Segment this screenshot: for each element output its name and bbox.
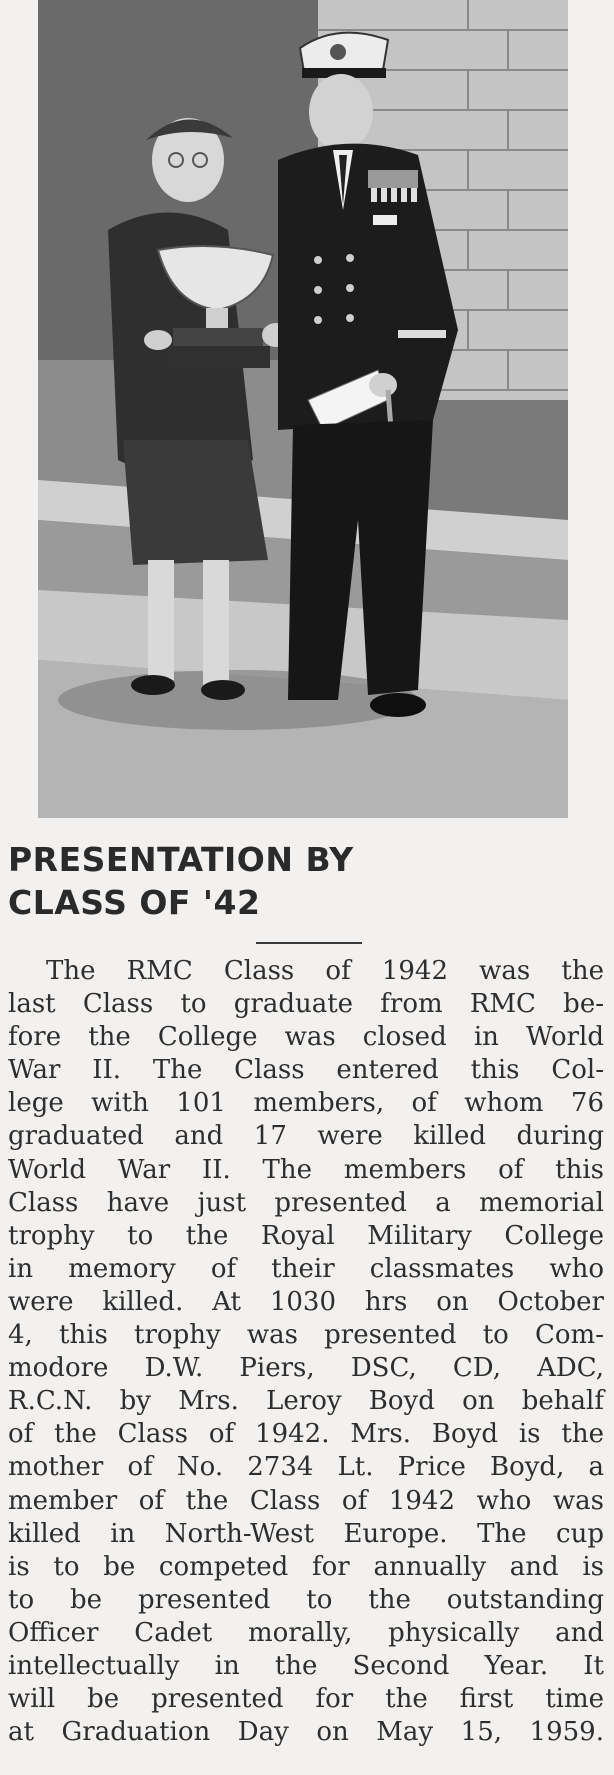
- body-line: will be presented for the first time: [8, 1684, 604, 1715]
- body-line: intellectually in the Second Year. It: [8, 1650, 604, 1681]
- article-body: [8, 955, 604, 1749]
- body-line: member of the Class of 1942 who was: [8, 1485, 604, 1516]
- body-line: in memory of their classmates who: [8, 1253, 604, 1284]
- body-line: War II. The Class entered this Col-: [8, 1055, 604, 1086]
- headline-line-1: PRESENTATION BY: [8, 840, 354, 879]
- body-line: mother of No. 2734 Lt. Price Boyd, a: [8, 1452, 604, 1483]
- article-headline: [8, 838, 428, 924]
- body-line: World War II. The members of this: [8, 1154, 604, 1185]
- body-line: last Class to graduate from RMC be-: [8, 989, 604, 1020]
- body-line: fore the College was closed in World: [8, 1022, 604, 1053]
- body-line: Class have just presented a memorial: [8, 1187, 604, 1218]
- body-line: modore D.W. Piers, DSC, CD, ADC,: [8, 1353, 604, 1384]
- body-line: of the Class of 1942. Mrs. Boyd is the: [8, 1419, 604, 1450]
- body-line: R.C.N. by Mrs. Leroy Boyd on behalf: [8, 1386, 604, 1417]
- body-line: trophy to the Royal Military College: [8, 1220, 604, 1251]
- body-line: graduated and 17 were killed during: [8, 1121, 604, 1152]
- body-line: is to be competed for annually and is: [8, 1551, 604, 1582]
- photograph: [38, 0, 568, 818]
- headline-line-2: CLASS OF '42: [8, 883, 261, 922]
- body-line: killed in North-West Europe. The cup: [8, 1518, 604, 1549]
- divider-rule: [256, 942, 362, 944]
- body-line: were killed. At 1030 hrs on October: [8, 1286, 604, 1317]
- body-line: at Graduation Day on May 15, 1959.: [8, 1717, 604, 1748]
- body-line: lege with 101 members, of whom 76: [8, 1088, 604, 1119]
- body-line: to be presented to the outstanding: [8, 1584, 604, 1615]
- body-line: The RMC Class of 1942 was the: [46, 956, 604, 986]
- body-line: Officer Cadet morally, physically and: [8, 1617, 604, 1648]
- photo-illustration: [38, 0, 568, 818]
- body-line: 4, this trophy was presented to Com-: [8, 1320, 604, 1351]
